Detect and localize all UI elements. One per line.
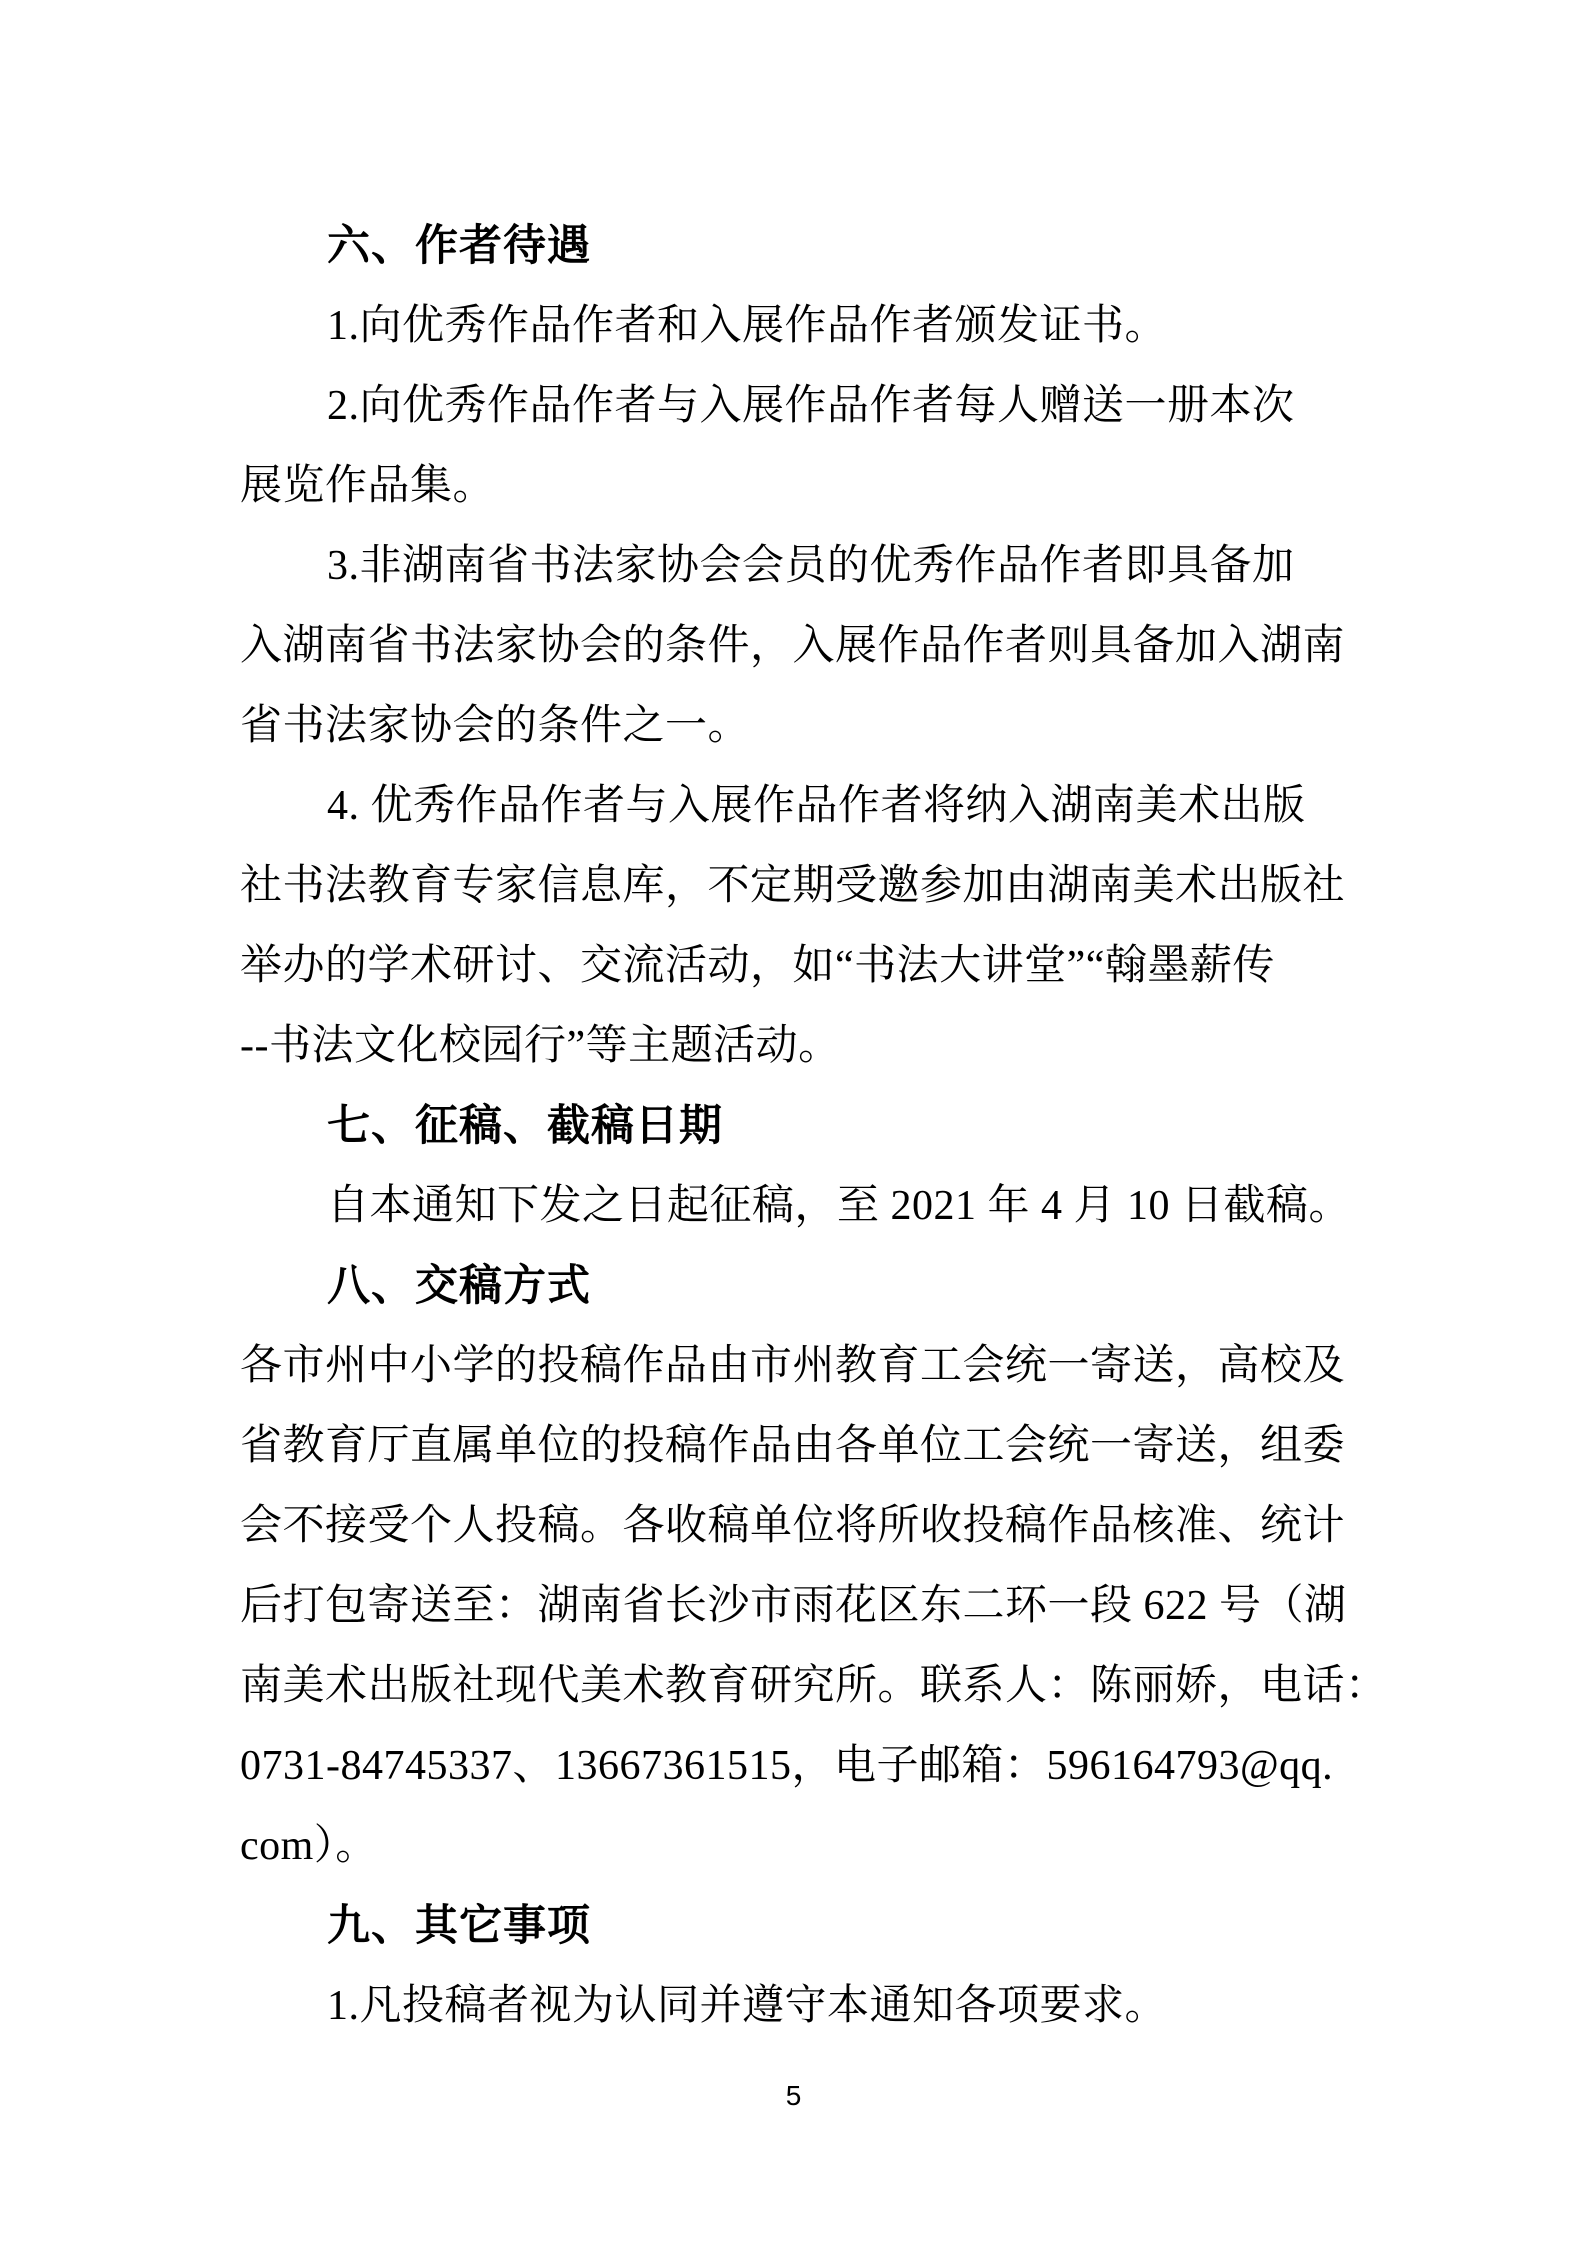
- section-heading: 七、征稿、截稿日期: [327, 1101, 723, 1150]
- text-line: 3.非湖南省书法家协会会员的优秀作品作者即具备加: [327, 543, 1295, 589]
- text-line: 1.向优秀作品作者和入展作品作者颁发证书。: [327, 303, 1168, 349]
- text-line: 省书法家协会的条件之一。: [240, 703, 751, 749]
- document-body: [240, 202, 1388, 2042]
- text-line: 4. 优秀作品作者与入展作品作者将纳入湖南美术出版: [327, 783, 1306, 829]
- text-line: 后打包寄送至：湖南省长沙市雨花区东二环一段 622 号（湖: [240, 1583, 1347, 1629]
- text-line: 自本通知下发之日起征稿，至 2021 年 4 月 10 日截稿。: [327, 1183, 1352, 1229]
- section-heading: 八、交稿方式: [327, 1261, 591, 1310]
- text-line: 举办的学术研讨、交流活动，如“书法大讲堂”“翰墨薪传: [240, 943, 1275, 989]
- text-line: 会不接受个人投稿。各收稿单位将所收投稿作品核准、统计: [240, 1503, 1346, 1549]
- text-line: 南美术出版社现代美术教育研究所。联系人：陈丽娇，电话：: [240, 1663, 1388, 1709]
- text-line: 1.凡投稿者视为认同并遵守本通知各项要求。: [327, 1983, 1168, 2029]
- section-heading: 九、其它事项: [327, 1901, 591, 1950]
- text-line: 省教育厅直属单位的投稿作品由各单位工会统一寄送，组委: [240, 1423, 1346, 1469]
- text-line: 2.向优秀作品作者与入展作品作者每人赠送一册本次: [327, 383, 1295, 429]
- text-line: com）。: [240, 1823, 378, 1869]
- text-line: --书法文化校园行”等主题活动。: [240, 1023, 841, 1069]
- text-line: 社书法教育专家信息库，不定期受邀参加由湖南美术出版社: [240, 863, 1346, 909]
- text-line: 各市州中小学的投稿作品由市州教育工会统一寄送，高校及: [240, 1343, 1346, 1389]
- text-line: 入湖南省书法家协会的条件，入展作品作者则具备加入湖南: [240, 623, 1346, 669]
- section-heading: 六、作者待遇: [327, 221, 591, 270]
- text-line: 展览作品集。: [240, 463, 496, 509]
- page-number: 5: [785, 2080, 802, 2111]
- text-line: 0731-84745337、13667361515，电子邮箱：596164793@qq.: [240, 1743, 1334, 1789]
